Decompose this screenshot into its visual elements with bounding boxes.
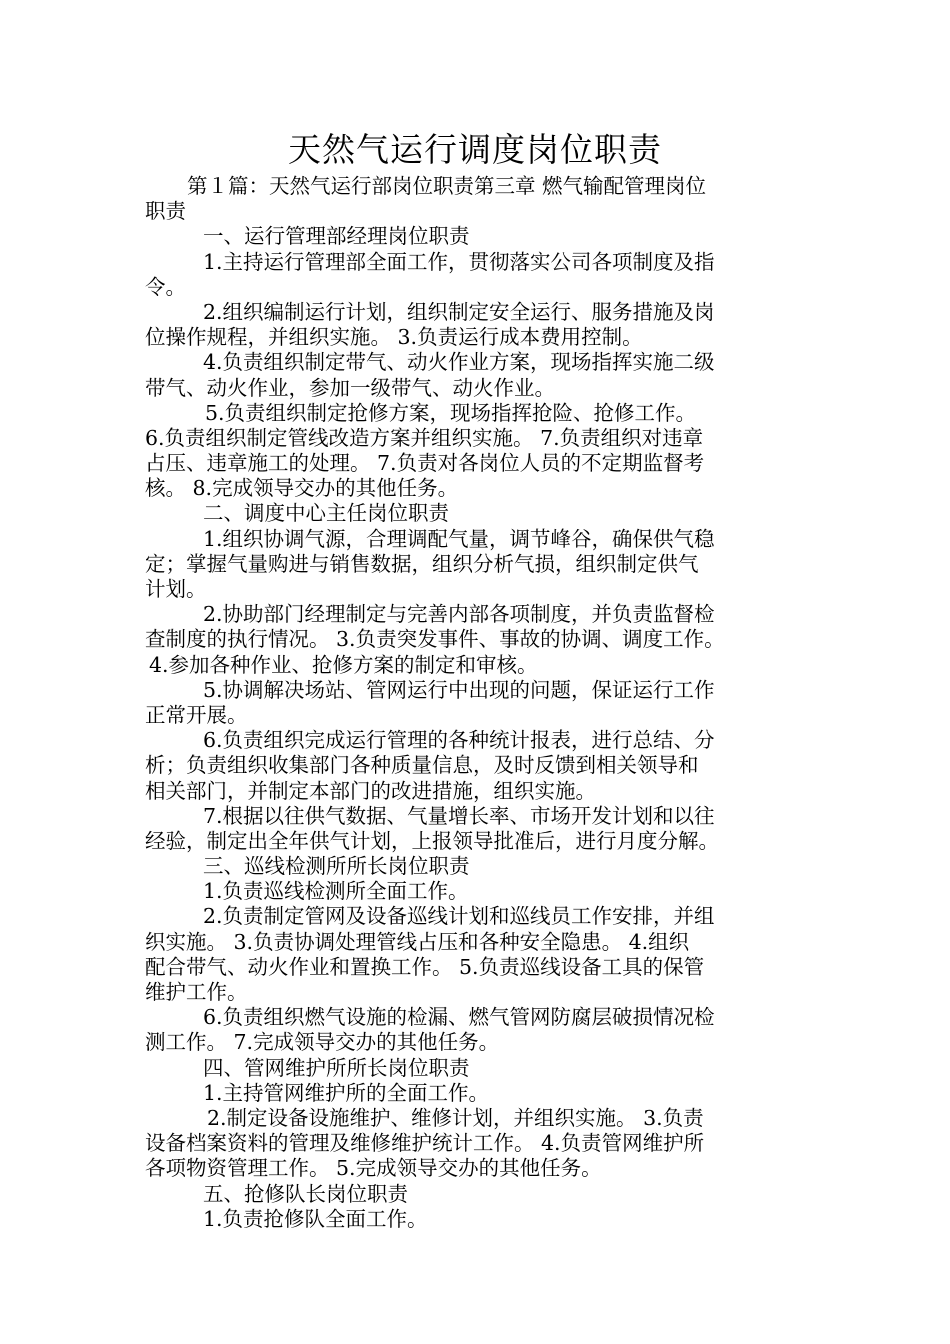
paragraph-line: 1.主持运行管理部全面工作，贯彻落实公司各项制度及指 [203, 249, 715, 274]
paragraph-line: 核。 8.完成领导交办的其他任务。 [145, 476, 459, 501]
paragraph-line: 占压、违章施工的处理。 7.负责对各岗位人员的不定期监督考 [145, 451, 705, 476]
paragraph-line: 5.负责组织制定抢修方案，现场指挥抢险、抢修工作。 [205, 400, 697, 425]
paragraph-line: 各项物资管理工作。 5.完成领导交办的其他任务。 [145, 1156, 602, 1181]
paragraph-line: 带气、动火作业，参加一级带气、动火作业。 [145, 375, 555, 400]
paragraph-line: 1.负责巡线检测所全面工作。 [203, 879, 469, 904]
paragraph-line: 令。 [145, 274, 186, 299]
paragraph-line: 维护工作。 [145, 980, 248, 1004]
paragraph-line: 查制度的执行情况。 3.负责突发事件、事故的协调、调度工作。 [145, 627, 725, 652]
paragraph-line: 位操作规程，并组织实施。 3.负责运行成本费用控制。 [145, 325, 643, 350]
paragraph-line: 2.协助部门经理制定与完善内部各项制度，并负责监督检 [203, 602, 715, 627]
section-heading: 二、调度中心主任岗位职责 [203, 501, 449, 526]
paragraph-line: 配合带气、动火作业和置换工作。 5.负责巡线设备工具的保管 [145, 954, 705, 979]
paragraph-line: 4.负责组织制定带气、动火作业方案，现场指挥实施二级 [203, 350, 715, 375]
paragraph-line: 正常开展。 [145, 702, 248, 727]
paragraph-line: 1.负责抢修队全面工作。 [203, 1206, 428, 1231]
section-heading: 一、运行管理部经理岗位职责 [203, 224, 470, 249]
paragraph-line: 相关部门，并制定本部门的改进措施，组织实施。 [145, 778, 596, 803]
paragraph-line: 2.制定设备设施维护、维修计划，并组织实施。 3.负责 [207, 1105, 704, 1130]
section-heading: 五、抢修队长岗位职责 [203, 1181, 408, 1206]
paragraph-line: 设备档案资料的管理及维修维护统计工作。 4.负责管网维护所 [145, 1131, 705, 1156]
paragraph-line: 6.负责组织制定管线改造方案并组织实施。 7.负责组织对违章 [145, 425, 704, 450]
paragraph-line: 计划。 [145, 577, 207, 601]
paragraph-line: 定；掌握气量购进与销售数据，组织分析气损，组织制定供气 [145, 551, 699, 576]
paragraph-line: 1.组织协调气源，合理调配气量，调节峰谷，确保供气稳 [203, 526, 715, 551]
paragraph-line: 1.主持管网维护所的全面工作。 [203, 1080, 490, 1105]
paragraph-line: 第１篇：天然气运行部岗位职责第三章 燃气输配管理岗位 [187, 174, 707, 198]
paragraph-line: 测工作。 7.完成领导交办的其他任务。 [145, 1030, 500, 1055]
paragraph-line: 6.负责组织燃气设施的检漏、燃气管网防腐层破损情况检 [203, 1005, 715, 1030]
paragraph-line: 5.协调解决场站、管网运行中出现的问题，保证运行工作 [203, 677, 715, 702]
document-body [145, 174, 817, 1232]
paragraph-line: 析；负责组织收集部门各种质量信息，及时反馈到相关领导和 [145, 753, 699, 778]
paragraph-line: 职责 [145, 199, 186, 224]
paragraph-line: 7.根据以往供气数据、气量增长率、市场开发计划和以往 [203, 803, 715, 828]
section-heading: 四、管网维护所所长岗位职责 [203, 1055, 470, 1080]
paragraph-line: 4.参加各种作业、抢修方案的制定和审核。 [149, 652, 538, 677]
paragraph-line: 2.组织编制运行计划，组织制定安全运行、服务措施及岗 [203, 299, 715, 324]
paragraph-line: 织实施。 3.负责协调处理管线占压和各种安全隐患。 4.组织 [145, 929, 690, 954]
paragraph-line: 2.负责制定管网及设备巡线计划和巡线员工作安排，并组 [203, 904, 715, 929]
paragraph-line: 6.负责组织完成运行管理的各种统计报表，进行总结、分 [203, 728, 715, 753]
document-title: 天然气运行调度岗位职责 [288, 130, 662, 169]
paragraph-line: 经验，制定出全年供气计划，上报领导批准后，进行月度分解。 [145, 828, 719, 853]
section-heading: 三、巡线检测所所长岗位职责 [203, 854, 470, 879]
